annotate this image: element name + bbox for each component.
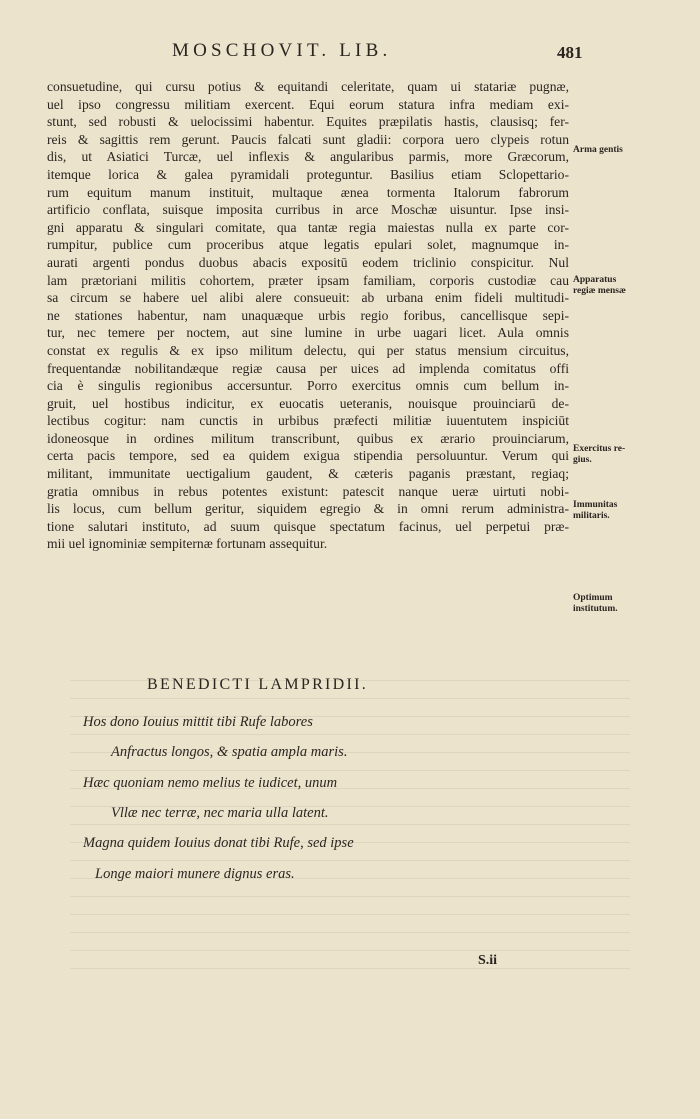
text-line: tur, nec temere per noctem, aut sine lumine in urbe uagari licet. Aula omnis [47, 325, 569, 341]
text-line: dis, ut Asiatici Turcæ, uel inflexis & angularibus parmis, more Græcorum, [47, 149, 569, 165]
margin-note [573, 444, 663, 466]
text-line: lectibus cogitur: nam cunctis in urbibus præfecti militiæ iuuentutem inspiciūt [47, 413, 569, 429]
text-line: gni apparatu & singulari comitate, qua tantæ regia maiestas nulla ex parte cor- [47, 219, 569, 235]
margin-note [573, 145, 663, 156]
text-line: militant, immunitate uectigalium gaudent, & cæteris paganis præstant, regiaq; [47, 466, 569, 482]
text-line: lam prætoriani militis cohortem, præter ipsam familiam, corporis custodiæ cau [47, 272, 569, 288]
margin-note-line: regiæ mensæ [573, 286, 626, 296]
text-line: itemque lorica & galea pyramidali proteguntur. Basilius etiam Sclopettario- [47, 166, 569, 182]
text-line: stunt, sed robusti & uelocissimi habentur. Equites præpilatis hastis, clausisq; fer- [47, 114, 569, 130]
text-line: mii uel ignominiæ sempiternæ fortunam assequitur. [47, 536, 328, 552]
margin-note-line: Optimum [573, 593, 613, 603]
margin-note [573, 500, 663, 522]
text-line: idoneosque in ordines militum transcribunt, quibus ex ærario prouinciarum, [47, 430, 569, 446]
text-line: sa circum se habere uel alibi alere consueuit: ab urbana enim fideli multitudi- [47, 290, 569, 306]
signature-mark: S.ii [478, 953, 498, 968]
text-line: uel ipso congressu militiam exercent. Equi eorum statura infra mediam exi- [47, 96, 569, 112]
text-line: frequentandæ nobilitandæque regiæ causa per uices ad implenda comitatus offi [47, 360, 569, 376]
text-line: certa pacis tempore, sed ea quidem exigua stipendia persoluuntur. Verum qui [47, 448, 569, 464]
margin-note-line: militaris. [573, 511, 610, 521]
poem-title: BENEDICTI LAMPRIDII. [147, 676, 369, 693]
poem-line: Anfractus longos, & spatia ampla maris. [111, 744, 348, 760]
text-line: gruit, uel hostibus indicitur, ex euocatis ueteranis, nouisque prouinciarū de- [47, 395, 569, 411]
page-number: 481 [557, 43, 583, 62]
text-line: rumpitur, publice cum proceribus atque legatis epulari solet, magnumque in- [47, 237, 569, 253]
main-text-block [47, 78, 569, 553]
text-line: rum equitum manum instituit, multaque ænea tormenta Italorum fabrorum [47, 184, 569, 200]
text-line: aurati argenti pondus duobus abacis expositū eodem triclinio conspicitur. Nul [47, 254, 569, 270]
text-line: ne stationes habentur, nam unaquæque urbis regio foribus, cancellisque sepi- [47, 307, 569, 323]
poem-line: Longe maiori munere dignus eras. [95, 866, 295, 882]
margin-note-line: Exercitus re- [573, 444, 626, 454]
text-line: gratia omnibus in rebus potentes existunt: patescit nanque ueræ uirtuti nobi- [47, 483, 569, 499]
margin-note [573, 593, 663, 615]
poem-line: Hos dono Iouius mittit tibi Rufe labores [83, 714, 313, 730]
margin-note-line: Arma gentis [573, 145, 623, 155]
margin-note-line: institutum. [573, 604, 618, 614]
poem-line: Vllæ nec terræ, nec maria ulla latent. [111, 805, 329, 821]
text-line: lis locus, cum bellum geritur, siquidem egregio & in omni rerum administra- [47, 501, 569, 517]
text-line: reis & sagittis rem gerunt. Paucis falcati sunt gladii: corpora uero clypeis rotun [47, 131, 569, 147]
running-title: MOSCHOVIT. LIB. [172, 40, 392, 61]
poem-line: Magna quidem Iouius donat tibi Rufe, sed ipse [83, 835, 354, 851]
text-line: consuetudine, qui cursu potius & equitandi celeritate, quam ui statariæ pugnæ, [47, 79, 569, 94]
margin-note [573, 275, 663, 297]
margin-note-line: gius. [573, 455, 592, 465]
margin-note-line: Immunitas [573, 500, 618, 510]
text-line: constat ex regulis & ex ipso militum delectu, qui per status mensium circuitus, [47, 342, 569, 358]
text-line: cia è singulis regionibus accersuntur. Porro exercitus omnis cum bellum in- [47, 378, 569, 394]
poem-line: Hæc quoniam nemo melius te iudicet, unum [83, 775, 338, 791]
text-line: tione salutari instituto, ad suum quisque spectatum facinus, uel perpetui præ- [47, 518, 569, 534]
margin-note-line: Apparatus [573, 275, 617, 285]
text-line: artificio conflata, suisque imposita curribus in arce Moschæ uisuntur. Ipse insi- [47, 202, 569, 218]
